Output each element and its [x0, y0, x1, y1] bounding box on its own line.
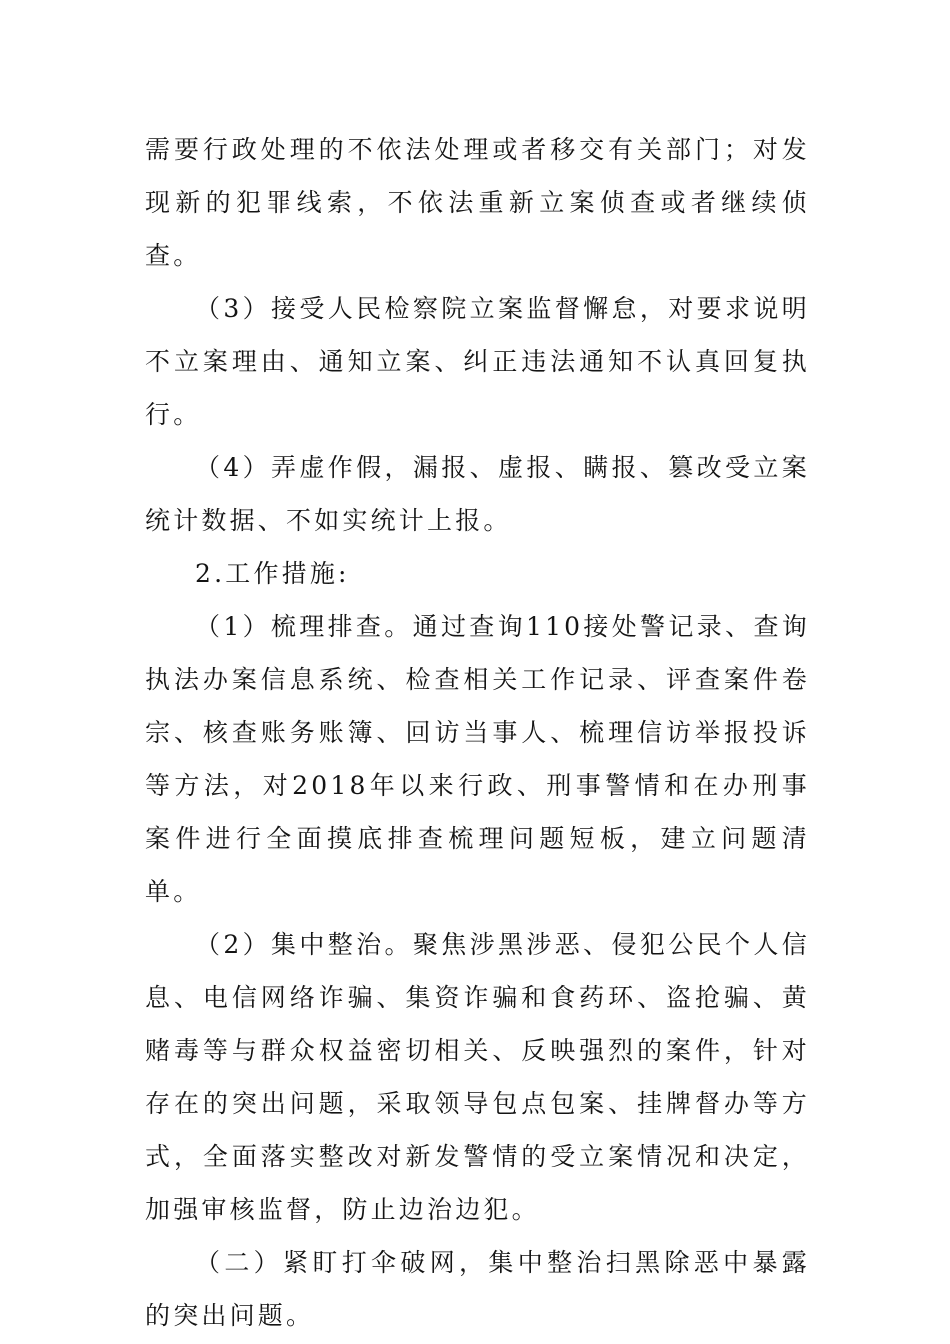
paragraph-item-4: （4）弄虚作假，漏报、虚报、瞒报、篡改受立案统计数据、不如实统计上报。	[145, 453, 810, 535]
document-body	[145, 123, 810, 1342]
paragraph-section-work-measures: 2.工作措施:	[195, 559, 350, 588]
paragraph-measure-1: （1）梳理排查。通过查询110接处警记录、查询执法办案信息系统、检查相关工作记录、评查案件卷宗、核查账务账簿、回访当事人、梳理信访举报投诉等方法，对2018年以来行政、刑事警情和在办刑事案件进行全面摸底排查梳理问题短板，建立问题清单。	[145, 612, 810, 906]
paragraph-item-3: （3）接受人民检察院立案监督懈怠，对要求说明不立案理由、通知立案、纠正违法通知不认真回复执行。	[145, 294, 810, 429]
paragraph-measure-2: （2）集中整治。聚焦涉黑涉恶、侵犯公民个人信息、电信网络诈骗、集资诈骗和食药环、盗抢骗、黄赌毒等与群众权益密切相关、反映强烈的案件，针对存在的突出问题，采取领导包点包案、挂牌督办等方式，全面落实整改对新发警情的受立案情况和决定，加强审核监督，防止边治边犯。	[145, 930, 810, 1224]
paragraph-continuation: 需要行政处理的不依法处理或者移交有关部门；对发现新的犯罪线索，不依法重新立案侦查或者继续侦查。	[145, 135, 810, 270]
paragraph-section-two: （二）紧盯打伞破网，集中整治扫黑除恶中暴露的突出问题。	[145, 1248, 810, 1330]
